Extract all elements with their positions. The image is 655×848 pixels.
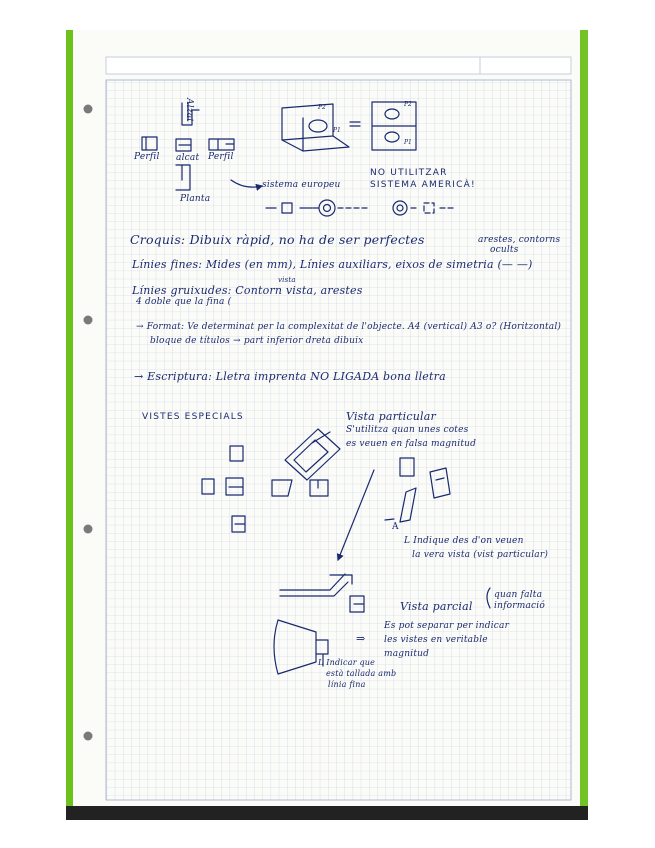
note-quan-falta-1: quan falta <box>494 590 543 600</box>
label-perfil-right: Perfil <box>208 152 234 162</box>
note-es-pot-2: les vistes en veritable <box>384 635 488 645</box>
note-linies-gruixudes: Línies gruixudes: Contorn vista, arestes <box>132 284 363 297</box>
note-vista-parcial: Vista parcial <box>400 600 473 613</box>
section-title-vistes-especials: VISTES ESPECIALS <box>142 412 244 422</box>
note-indicar-3: línia fina <box>328 680 366 689</box>
note-indique-2: la vera vista (vist particular) <box>412 550 549 560</box>
note-es-pot-1: Es pot separar per indicar <box>384 621 510 631</box>
green-margin <box>66 30 73 820</box>
label-a: A <box>392 522 399 532</box>
note-vista-particular-3: es veuen en falsa magnitud <box>346 439 477 449</box>
note-vista-superscript: vista <box>278 276 296 284</box>
note-escriptura: → Escriptura: Lletra imprenta NO LIGADA bona lletra <box>134 370 446 383</box>
svg-text:P1: P1 <box>333 127 341 134</box>
punch-hole <box>84 316 93 325</box>
note-vista-particular: Vista particular <box>346 410 436 423</box>
svg-text:P1: P1 <box>404 139 412 146</box>
label-no-utilitzar: NO UTILITZAR <box>370 168 448 178</box>
punch-hole <box>84 105 93 114</box>
punch-hole <box>84 525 93 534</box>
note-doble-fina: 4 doble que la fina ( <box>136 297 232 307</box>
note-indicar-1: L Indicar que <box>318 658 376 667</box>
label-sistema-europeu: sistema europeu <box>262 180 341 190</box>
label-planta: Planta <box>180 194 211 204</box>
note-arestes-2: ocults <box>490 245 519 255</box>
note-arestes-1: arestes, contorns <box>478 235 561 245</box>
punch-hole <box>84 732 93 741</box>
arrow-es-pot: ⇒ <box>356 632 366 645</box>
note-es-pot-3: magnitud <box>384 649 430 659</box>
svg-text:P2: P2 <box>404 101 412 108</box>
label-alzat-vertical: Alzat <box>184 98 194 123</box>
label-sistema-americ: SISTEMA AMERICÀ! <box>370 180 476 190</box>
note-indicar-2: està tallada amb <box>326 669 397 678</box>
note-format: → Format: Ve determinat per la complexitat de l'objecte. A4 (vertical) A3 o? (Horitzontal) <box>136 322 562 332</box>
svg-text:P2: P2 <box>318 104 326 111</box>
note-vista-particular-2: S'utilitza quan unes cotes <box>346 425 469 435</box>
note-quan-falta-2: informació <box>494 601 545 611</box>
label-perfil-left: Perfil <box>134 152 160 162</box>
label-alcat: alcat <box>176 153 200 163</box>
note-indique-1: L Indique des d'on veuen <box>404 536 524 546</box>
note-linies-fines: Línies fines: Mides (en mm), Línies auxiliars, eixos de simetria (— —) <box>132 258 533 271</box>
note-croquis: Croquis: Dibuix ràpid, no ha de ser perfectes <box>130 232 425 247</box>
note-bloque-titulos: bloque de títulos → part inferior dreta dibuix <box>150 336 364 346</box>
scan-bottom-edge <box>66 806 588 820</box>
